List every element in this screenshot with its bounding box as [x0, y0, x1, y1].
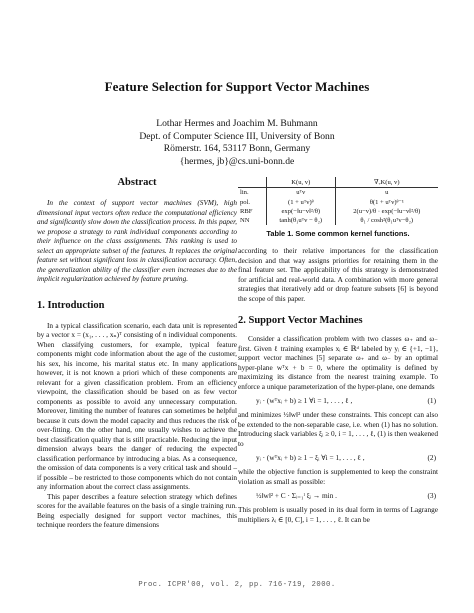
right-paragraph-1: according to their relative importances for the classification decision and that way assigns priorities for retaining them in the final feature set. The applicability of this strategy is demonstrated for artificial and real-world data. A combination with more general strategies that iteratively add or drop feature subsets [6] is beyond the scope of this paper. [238, 246, 438, 303]
kernel-table-header [238, 177, 267, 188]
intro-heading: 1. Introduction [37, 299, 105, 311]
abstract-heading: Abstract [117, 177, 157, 188]
kernel-table-header: ∇ᵥK(u, v) [335, 177, 438, 188]
svm-paragraph-3: while the objective function is supplemented to keep the constraint violation as small as possible: [238, 467, 438, 486]
publication-footer: Proc. ICPR'00, vol. 2, pp. 716-719, 2000. [138, 581, 336, 589]
table-row [238, 188, 438, 198]
author-names: Lothar Hermes and Joachim M. Buhmann [156, 118, 318, 129]
svm-heading: 2. Support Vector Machines [238, 315, 363, 326]
kernel-gradient: θ₁ / cosh²(θ₁uᵀv−θ₂) [360, 217, 414, 224]
left-column [37, 177, 237, 530]
kernel-table-header-row [238, 177, 438, 188]
table-caption: Table 1. Some common kernel functions. [266, 229, 410, 238]
author-address: Römerstr. 164, 53117 Bonn, Germany [163, 143, 311, 154]
right-column [238, 177, 438, 524]
kernel-name: RBF [238, 207, 267, 216]
equation-3-number: (3) [427, 491, 436, 500]
equation-3 [238, 486, 438, 505]
kernel-gradient: 2(u−v)/θ · exp(−‖u−v‖²/θ) [353, 208, 421, 215]
kernel-table [238, 177, 438, 225]
intro-paragraph-1: In a typical classification scenario, each data unit is represented by a vector x = (x₁, . . . , xₙ)ᵀ consisting of n individual components. When classifying customers, for example, typical feature components might code information about the age of the customer, his sex, his income, his marital status etc. In many applications however, it is not known a priori which of these components are relevant for a given classification problem. From an efficiency viewpoint, the classification should be based on as few vector components as possible to avoid any unnecessary computation. Moreover, limiting the number of features can sometimes be helpful because it cuts down the model capacity and thus reduces the risk of over-fitting. On the other hand, one usually wishes to achieve the best classification quality that is still practicable. Reducing the input dimension always bears the danger of reducing the expected classification performance by introducing a bias. As a consequence, the omission of data components is a very critical task and should – if possible – be restricted to those components which do not contain any information about the correct class assignments. [37, 320, 237, 491]
kernel-gradient: u [385, 189, 389, 196]
author-email: {hermes, jb}@cs.uni-bonn.de [179, 155, 295, 167]
kernel-formula: exp(−‖u−v‖²/θ) [267, 207, 336, 216]
kernel-name: lin. [238, 188, 267, 198]
table-row [238, 216, 438, 225]
kernel-formula: (1 + uᵀv)ᶿ [267, 197, 336, 207]
equation-1-body: yᵢ · (wᵀxᵢ + b) ≥ 1 ∀i = 1, . . . , ℓ , [256, 396, 353, 405]
kernel-formula: tanh(θ₁uᵀv − θ₂) [267, 216, 336, 225]
kernel-formula: uᵀv [267, 188, 336, 198]
svm-paragraph-4: This problem is usually posed in its dual form in terms of Lagrange multipliers λᵢ ∈ [0, C], i = 1, . . . , ℓ. It can be [238, 505, 438, 524]
table-row [238, 207, 438, 216]
equation-2 [238, 448, 438, 467]
author-block [0, 118, 474, 168]
kernel-name: pol. [238, 197, 267, 207]
equation-3-body: ½‖w‖² + C · Σᵢ₌₁ˡ ξᵢ → min . [256, 491, 337, 500]
intro-paragraph-2: This paper describes a feature selection strategy which defines scores for the available features on the basis of a single training run. Being especially designed for support vector machines, this technique reorders the feature dimensions [37, 491, 237, 529]
svm-paragraph-1: Consider a classification problem with two classes ω₊ and ω₋ first. Given ℓ training examples xᵢ ∈ ℝᵈ labeled by yᵢ ∈ {+1, −1}, support vector machines [5] separate ω₊ and ω₋ by an optimal hyper-plane wᵀx + b = 0, where the optimality is defined by maximizing its distance from the nearest training example. To enforce a unique parameterization of the hyper-plane, one demands [238, 334, 438, 391]
equation-2-body: yᵢ · (wᵀxᵢ + b) ≥ 1 − ξᵢ ∀i = 1, . . . , ℓ , [256, 453, 365, 462]
equation-1-number: (1) [427, 396, 436, 405]
abstract-text: In the context of support vector machines (SVM), high dimensional input vectors often reduce the computational efficiency and significantly slow down the classification process. In this paper, we propose a strategy to rank individual components according to their influence on the class assignments. This ranking is used to select an appropriate subset of the features. It replaces the original feature set without significant loss in classification accuracy. Often, the generalization ability of the classifier even increases due to the implicit regularization achieved by feature pruning. [37, 198, 237, 283]
svm-paragraph-2: and minimizes ½‖w‖² under these constraints. This concept can also be extended to the non-separable case, i.e. when (1) has no solution. Introducing slack variables ξᵢ ≥ 0, i = 1, . . . , ℓ, (1) is then weakened to [238, 410, 438, 448]
table-row [238, 197, 438, 207]
equation-1 [238, 391, 438, 410]
kernel-name: NN [238, 216, 267, 225]
author-affiliation: Dept. of Computer Science III, University of Bonn [139, 130, 335, 142]
equation-2-number: (2) [427, 453, 436, 462]
kernel-table-header: K(u, v) [267, 177, 336, 188]
paper-title: Feature Selection for Support Vector Machines [104, 79, 370, 94]
kernel-gradient: θ(1 + uᵀv)ᶿ⁻¹ [369, 199, 404, 206]
